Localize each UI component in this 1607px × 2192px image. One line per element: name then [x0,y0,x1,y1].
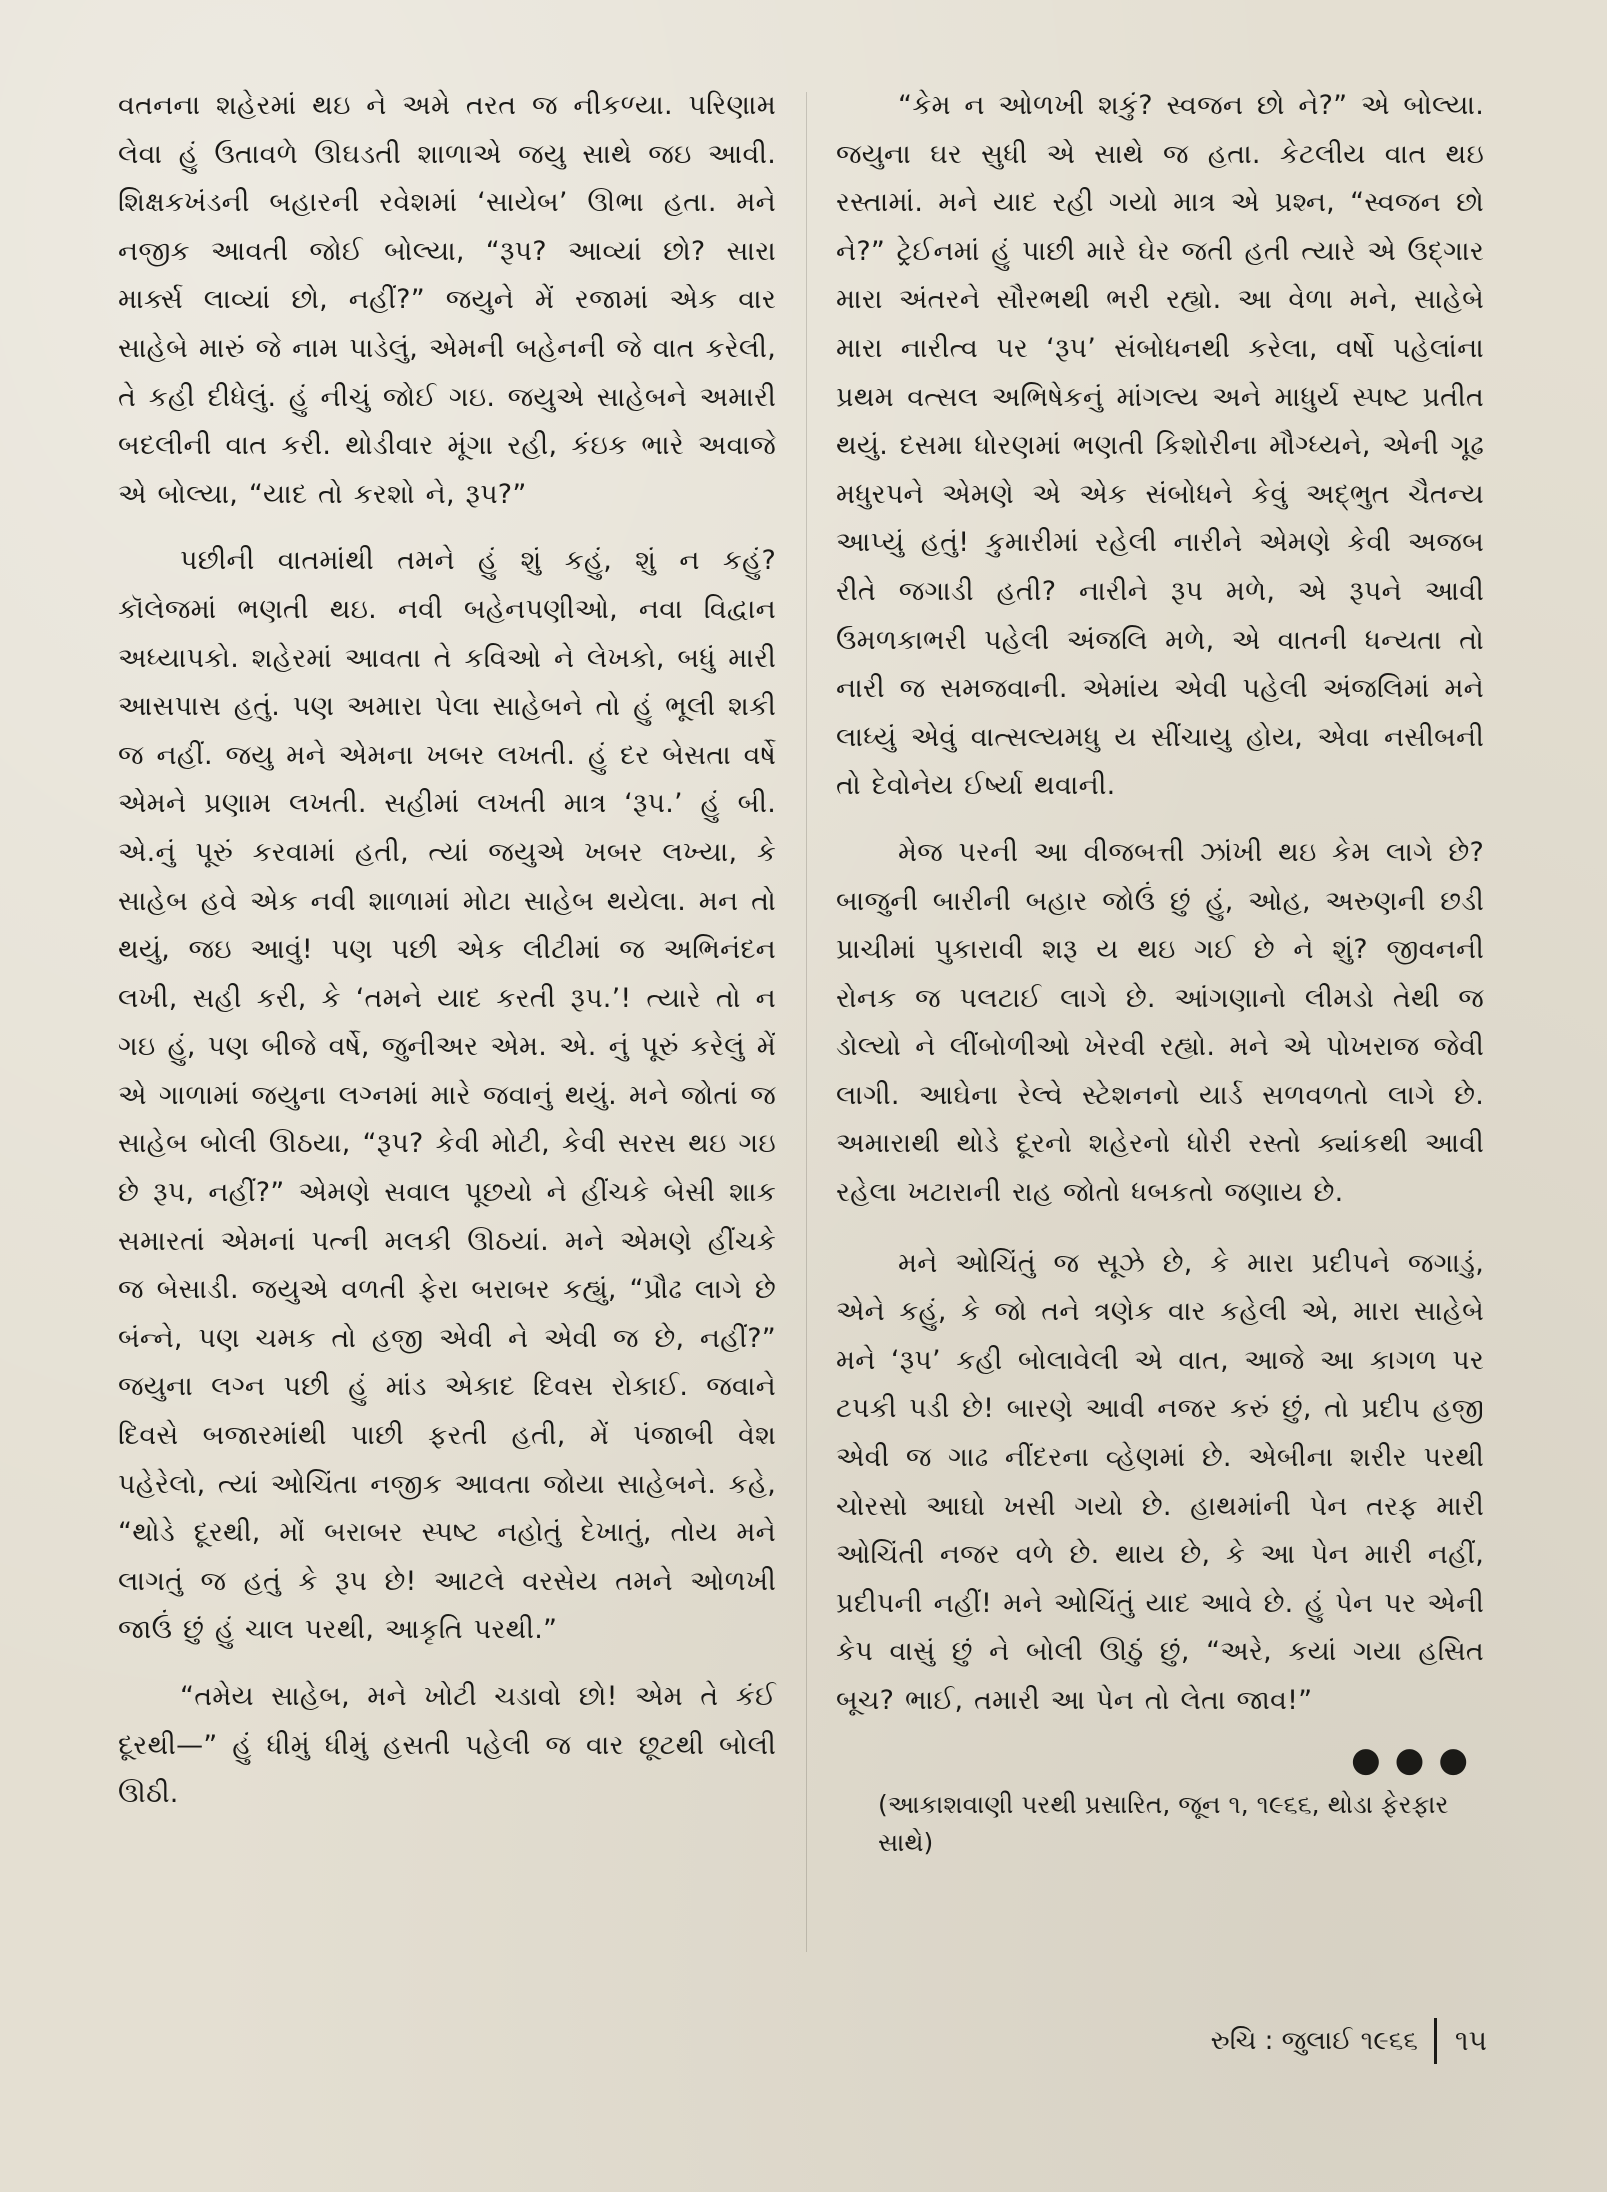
left-paragraph-3: “તમેય સાહેબ, મને ખોટી ચડાવો છો! એમ તે કંઈ દૂરથી—” હું ધીમું ધીમું હસતી પહેલી જ વાર છૂટથી બોલી ઊઠી. [118,1681,776,1810]
footer-separator [1434,2018,1437,2064]
left-column [118,82,776,1819]
left-paragraph-1: વતનના શહેરમાં થઇ ને અમે તરત જ નીકળ્યા. પરિણામ લેવા હું ઉતાવળે ઊઘડતી શાળાએ જયુ સાથે જઇ આવી. શિક્ષકખંડની બહારની રવેશમાં ‘સાયેબ’ ઊભા હતા. મને નજીક આવતી જોઈ બોલ્યા, “રૂપ? આવ્યાં છો? સારા માર્ક્સ લાવ્યાં છો, નહીં?” જયુને મેં રજામાં એક વાર સાહેબે મારું જે નામ પાડેલું, એમની બહેનની જે વાત કરેલી, તે કહી દીધેલું. હું નીચું જોઈ ગઇ. જયુએ સાહેબને અમારી બદલીની વાત કરી. થોડીવાર મૂંગા રહી, કંઇક ભારે અવાજે એ બોલ્યા, “યાદ તો કરશો ને, રૂપ?” [118,90,776,510]
page-number: ૧૫ [1454,2024,1487,2057]
column-divider [806,92,807,1952]
right-paragraph-2: મેજ પરની આ વીજબત્તી ઝાંખી થઇ કેમ લાગે છે? બાજુની બારીની બહાર જોઉં છું હું, ઓહ, અરુણની છડી પ્રાચીમાં પુકારાવી શરૂ ય થઇ ગઈ છે ને શું? જીવનની રોનક જ પલટાઈ લાગે છે. આંગણાનો લીમડો તેથી જ ડોલ્યો ને લીંબોળીઓ ખેરવી રહ્યો. મને એ પોખરાજ જેવી લાગી. આઘેના રેલ્વે સ્ટેશનનો યાર્ડ સળવળતો લાગે છે. અમારાથી થોડે દૂરનો શહેરનો ધોરી રસ્તો ક્યાંકથી આવી રહેલા ખટારાની રાહ જોતો ધબકતો જણાય છે. [836,836,1484,1209]
right-paragraph-1: “કેમ ન ઓળખી શકું? સ્વજન છો ને?” એ બોલ્યા. જયુના ઘર સુધી એ સાથે જ હતા. કેટલીય વાત થઇ રસ્તામાં. મને યાદ રહી ગયો માત્ર એ પ્રશ્ન, “સ્વજન છો ને?” ટ્રેઈનમાં હું પાછી મારે ઘેર જતી હતી ત્યારે એ ઉદ્ગાર મારા અંતરને સૌરભથી ભરી રહ્યો. આ વેળા મને, સાહેબે મારા નારીત્વ પર ‘રૂપ’ સંબોધનથી કરેલા, વર્ષો પહેલાંના પ્રથમ વત્સલ અભિષેકનું માંગલ્ય અને માધુર્ય સ્પષ્ટ પ્રતીત થયું. દસમા ધોરણમાં ભણતી કિશોરીના મૌગ્ધ્યને, એની ગૂઢ મધુરપને એમણે એ એક સંબોધને કેવું અદ્ભુત ચૈતન્ય આપ્યું હતું! કુમારીમાં રહેલી નારીને એમણે કેવી અજબ રીતે જગાડી હતી? નારીને રૂપ મળે, એ રૂપને આવી ઉમળકાભરી પહેલી અંજલિ મળે, એ વાતની ધન્યતા તો નારી જ સમજવાની. એમાંય એવી પહેલી અંજલિમાં મને લાધ્યું એવું વાત્સલ્યમધુ ય સીંચાયુ હોય, એવા નસીબની તો દેવોનેય ઈર્ષ્યા થવાની. [836,90,1484,802]
source-note: (આકાશવાણી પરથી પ્રસારિત, જૂન ૧, ૧૯૬૬, થોડા ફેરફાર સાથે) [878,1789,1449,1857]
end-ornament: ●●● [1350,1739,1482,1780]
magazine-issue: રુચિ : જુલાઈ ૧૯૬૬ [1210,2026,1418,2056]
page-footer [1211,2018,1487,2064]
right-column [836,82,1484,1862]
right-paragraph-3: મને ઓચિંતું જ સૂઝે છે, કે મારા પ્રદીપને જગાડું, એને કહું, કે જો તને ત્રણેક વાર કહેલી એ, મારા સાહેબે મને ‘રૂપ’ કહી બોલાવેલી એ વાત, આજે આ કાગળ પર ટપકી પડી છે! બારણે આવી નજર કરું છું, તો પ્રદીપ હજી એવી જ ગાઢ નીંદરના વ્હેણમાં છે. એબીના શરીર પરથી ચોરસો આઘો ખસી ગયો છે. હાથમાંની પેન તરફ મારી ઓચિંતી નજર વળે છે. થાય છે, કે આ પેન મારી નહીં, પ્રદીપની નહીં! મને ઓચિંતું યાદ આવે છે. હું પેન પર એની કેપ વાસું છું ને બોલી ઊઠું છું, “અરે, કયાં ગયા હસિત બૂચ? ભાઈ, તમારી આ પેન તો લેતા જાવ!” [836,1247,1484,1716]
left-paragraph-2: પછીની વાતમાંથી તમને હું શું કહું, શું ન કહું? કૉલેજમાં ભણતી થઇ. નવી બહેનપણીઓ, નવા વિદ્વાન અધ્યાપકો. શહેરમાં આવતા તે કવિઓ ને લેખકો, બધું મારી આસપાસ હતું. પણ અમારા પેલા સાહેબને તો હું ભૂલી શકી જ નહીં. જયુ મને એમના ખબર લખતી. હું દર બેસતા વર્ષે એમને પ્રણામ લખતી. સહીમાં લખતી માત્ર ‘રૂપ.’ હું બી. એ.નું પૂરું કરવામાં હતી, ત્યાં જયુએ ખબર લખ્યા, કે સાહેબ હવે એક નવી શાળામાં મોટા સાહેબ થયેલા. મન તો થયું, જઇ આવું! પણ પછી એક લીટીમાં જ અભિનંદન લખી, સહી કરી, કે ‘તમને યાદ કરતી રૂપ.’! ત્યારે તો ન ગઇ હું, પણ બીજે વર્ષે, જુનીઅર એમ. એ. નું પૂરું કરેલું મેં એ ગાળામાં જયુના લગ્નમાં મારે જવાનું થયું. મને જોતાં જ સાહેબ બોલી ઊઠયા, “રૂપ? કેવી મોટી, કેવી સરસ થઇ ગઇ છે રૂપ, નહીં?” એમણે સવાલ પૂછયો ને હીંચકે બેસી શાક સમારતાં એમનાં પત્ની મલકી ઊઠયાં. મને એમણે હીંચકે જ બેસાડી. જયુએ વળતી ફેરા બરાબર કહ્યું, “પ્રૌઢ લાગે છે બંન્ને, પણ ચમક તો હજી એવી ને એવી જ છે, નહીં?” જયુના લગ્ન પછી હું માંડ એકાદ દિવસ રોકાઈ. જવાને દિવસે બજારમાંથી પાછી ફરતી હતી, મેં પંજાબી વેશ પહેરેલો, ત્યાં ઓચિંતા નજીક આવતા જોયા સાહેબને. કહે, “થોડે દૂરથી, મોં બરાબર સ્પષ્ટ નહોતું દેખાતું, તોય મને લાગતું જ હતું કે રૂપ છે! આટલે વરસેય તમને ઓળખી જાઉં છું હું ચાલ પરથી, આકૃતિ પરથી.” [118,545,776,1646]
